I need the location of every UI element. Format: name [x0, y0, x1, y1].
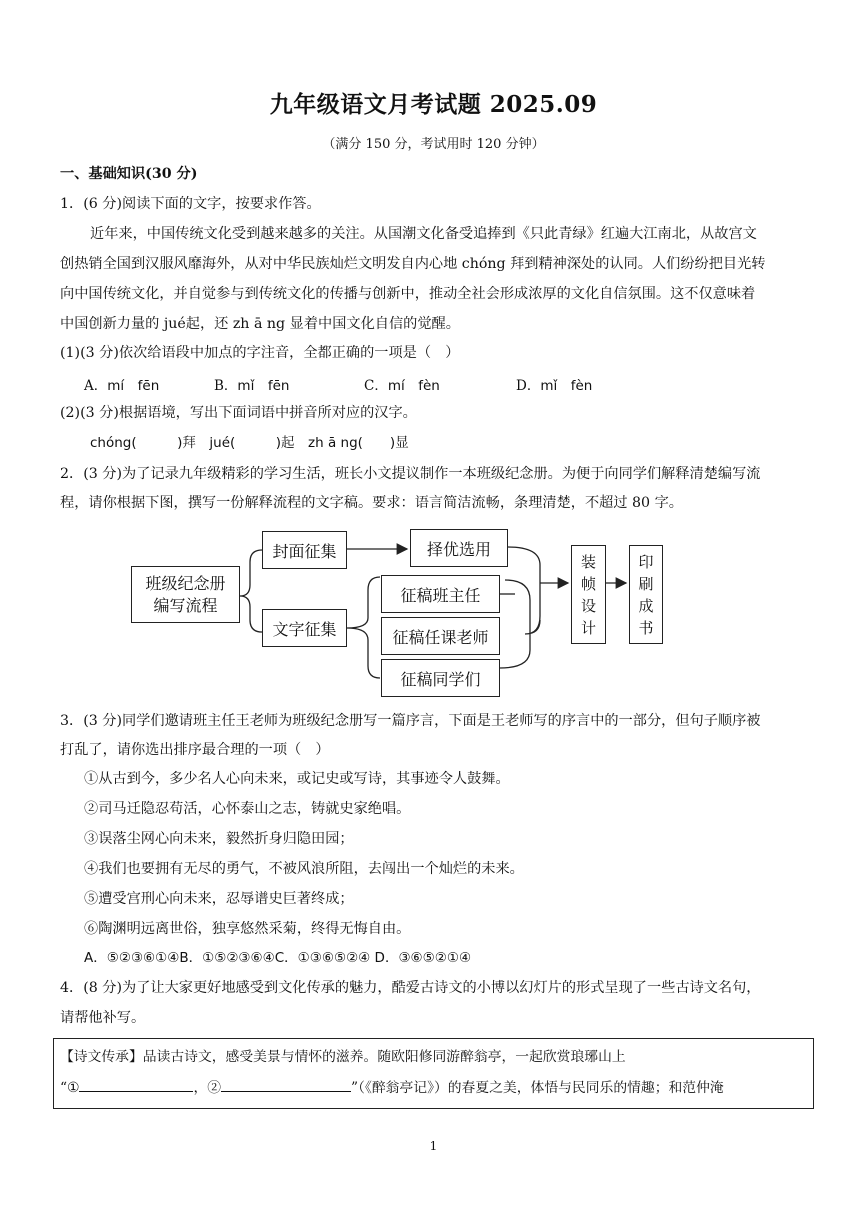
q1-option-b-label: B．	[214, 378, 238, 394]
q1-option-a-text: mí fēn	[107, 378, 160, 394]
q2-stem-line-2: 程，请你根据下图，撰写一份解释流程的文字稿。要求：语言简洁流畅，条理清楚，不超过 80 字。	[60, 495, 683, 511]
q1-passage-line-3: 向中国传统文化，并自觉参与到传统文化的传播与创新中，推动全社会形成浓厚的文化自信氛围。这不仅意味着	[60, 286, 756, 302]
flow-classmates-box: 征稿同学们	[381, 659, 500, 697]
flow-root-line-1: 班级纪念册	[145, 573, 226, 593]
q1-option-d-text: mǐ fèn	[540, 378, 593, 394]
flow-cover-box: 封面征集	[262, 531, 347, 569]
q2-stem-line-1: 2．(3 分)为了记录九年级精彩的学习生活，班长小文提议制作一本班级纪念册。为便于向同学们解释清楚编写流	[60, 466, 761, 482]
poem-blank-2-label: ，②	[193, 1080, 222, 1096]
page-number: 1	[429, 1139, 438, 1153]
poem-blank-1[interactable]	[79, 1077, 193, 1092]
poem-box-line-2-tail: ”（《醉翁亭记》）的春夏之美，体悟与民同乐的情趣；和范仲淹	[351, 1080, 724, 1096]
q3-stem-line-1: 3．(3 分)同学们邀请班主任王老师为班级纪念册写一篇序言，下面是王老师写的序言中的一部分，但句子顺序被	[60, 713, 761, 729]
flow-print-char-2: 刷	[638, 574, 654, 593]
q1-passage-line-1: 近年来，中国传统文化受到越来越多的关注。从国潮文化备受追捧到《只此青绿》红遍大江南北，从故宫文	[90, 226, 757, 242]
q1-option-c-label: C．	[364, 378, 388, 394]
q1-sub1: (1)(3 分)依次给语段中加点的字注音，全都正确的一项是（ ）	[60, 345, 460, 361]
flow-teacher-box: 征稿班主任	[381, 575, 500, 613]
flow-design-char-3: 设	[580, 596, 596, 615]
flow-text-box: 文字征集	[262, 609, 347, 647]
q1-passage-line-4: 中国创新力量的 jué起，还 zh ā ng 显着中国文化自信的觉醒。	[60, 316, 460, 332]
flow-print-box	[629, 545, 663, 644]
q3-item-4: ④我们也要拥有无尽的勇气，不被风浪所阻，去闯出一个灿烂的未来。	[84, 861, 524, 877]
q3-stem-line-2: 打乱了，请你选出排序最合理的一项（ ）	[60, 742, 330, 758]
q3-item-6: ⑥陶渊明远离世俗，独享悠然采菊，终得无悔自由。	[84, 921, 411, 937]
section-heading: 一、基础知识(30 分)	[60, 166, 198, 182]
flow-root-box	[131, 566, 240, 623]
q4-stem-line-2: 请帮他补写。	[60, 1010, 146, 1026]
page-subtitle: （满分 150 分，考试用时 120 分钟）	[322, 137, 545, 152]
poem-box	[53, 1038, 814, 1109]
flow-print-char-4: 书	[638, 618, 654, 637]
q4-stem-line-1: 4．(8 分)为了让大家更好地感受到文化传承的魅力，酷爱古诗文的小博以幻灯片的形式呈现了一些古诗文名句，	[60, 980, 761, 996]
q1-fill-blanks: chóng( )拜 jué( )起 zh ā ng( )显	[90, 435, 409, 451]
flow-design-char-2: 帧	[580, 574, 596, 593]
q1-stem: 1．(6 分)阅读下面的文字，按要求作答。	[60, 196, 321, 212]
flow-design-char-4: 计	[580, 618, 596, 637]
flow-print-char-3: 成	[638, 596, 654, 615]
flow-design-box	[571, 545, 606, 644]
q3-item-1: ①从古到今，多少名人心向未来，或记史或写诗，其事迹令人鼓舞。	[84, 771, 510, 787]
q1-passage-line-2: 创热销全国到汉服风靡海外，从对中华民族灿烂文明发自内心地 chóng 拜到精神深处的认同。人们纷纷把目光转	[60, 256, 766, 272]
flow-design-char-1: 装	[580, 552, 596, 571]
q3-answer-options: A．⑤②③⑥①④B．①⑤②③⑥④C．①③⑥⑤②④ D．③⑥⑤②①④	[84, 950, 472, 966]
q3-item-3: ③误落尘网心向未来，毅然折身归隐田园；	[84, 831, 354, 847]
q1-option-c-text: mí fèn	[387, 378, 440, 394]
poem-box-line-1: 【诗文传承】品读古诗文，感受美景与情怀的滋养。随欧阳修同游醉翁亭，一起欣赏琅琊山上	[60, 1049, 626, 1065]
poem-box-line-2	[60, 1077, 820, 1098]
poem-blank-2[interactable]	[221, 1077, 351, 1092]
q1-option-b-text: mǐ fēn	[237, 378, 290, 394]
flow-select-box: 择优选用	[410, 529, 508, 567]
poem-blank-1-label: “①	[60, 1080, 80, 1096]
page-title: 九年级语文月考试题 2025.09	[269, 91, 598, 118]
flow-subject-teacher-box: 征稿任课老师	[381, 617, 500, 655]
flow-print-char-1: 印	[638, 552, 654, 571]
q3-item-2: ②司马迁隐忍苟活，心怀泰山之志，铸就史家绝唱。	[84, 801, 411, 817]
q1-sub2: (2)(3 分)根据语境，写出下面词语中拼音所对应的汉字。	[60, 405, 417, 421]
q1-option-d-label: D．	[516, 378, 541, 394]
flow-root-line-2: 编写流程	[153, 595, 218, 615]
q1-option-a-label: A．	[84, 378, 108, 394]
q3-item-5: ⑤遭受宫刑心向未来，忍辱谱史巨著终成；	[84, 891, 354, 907]
